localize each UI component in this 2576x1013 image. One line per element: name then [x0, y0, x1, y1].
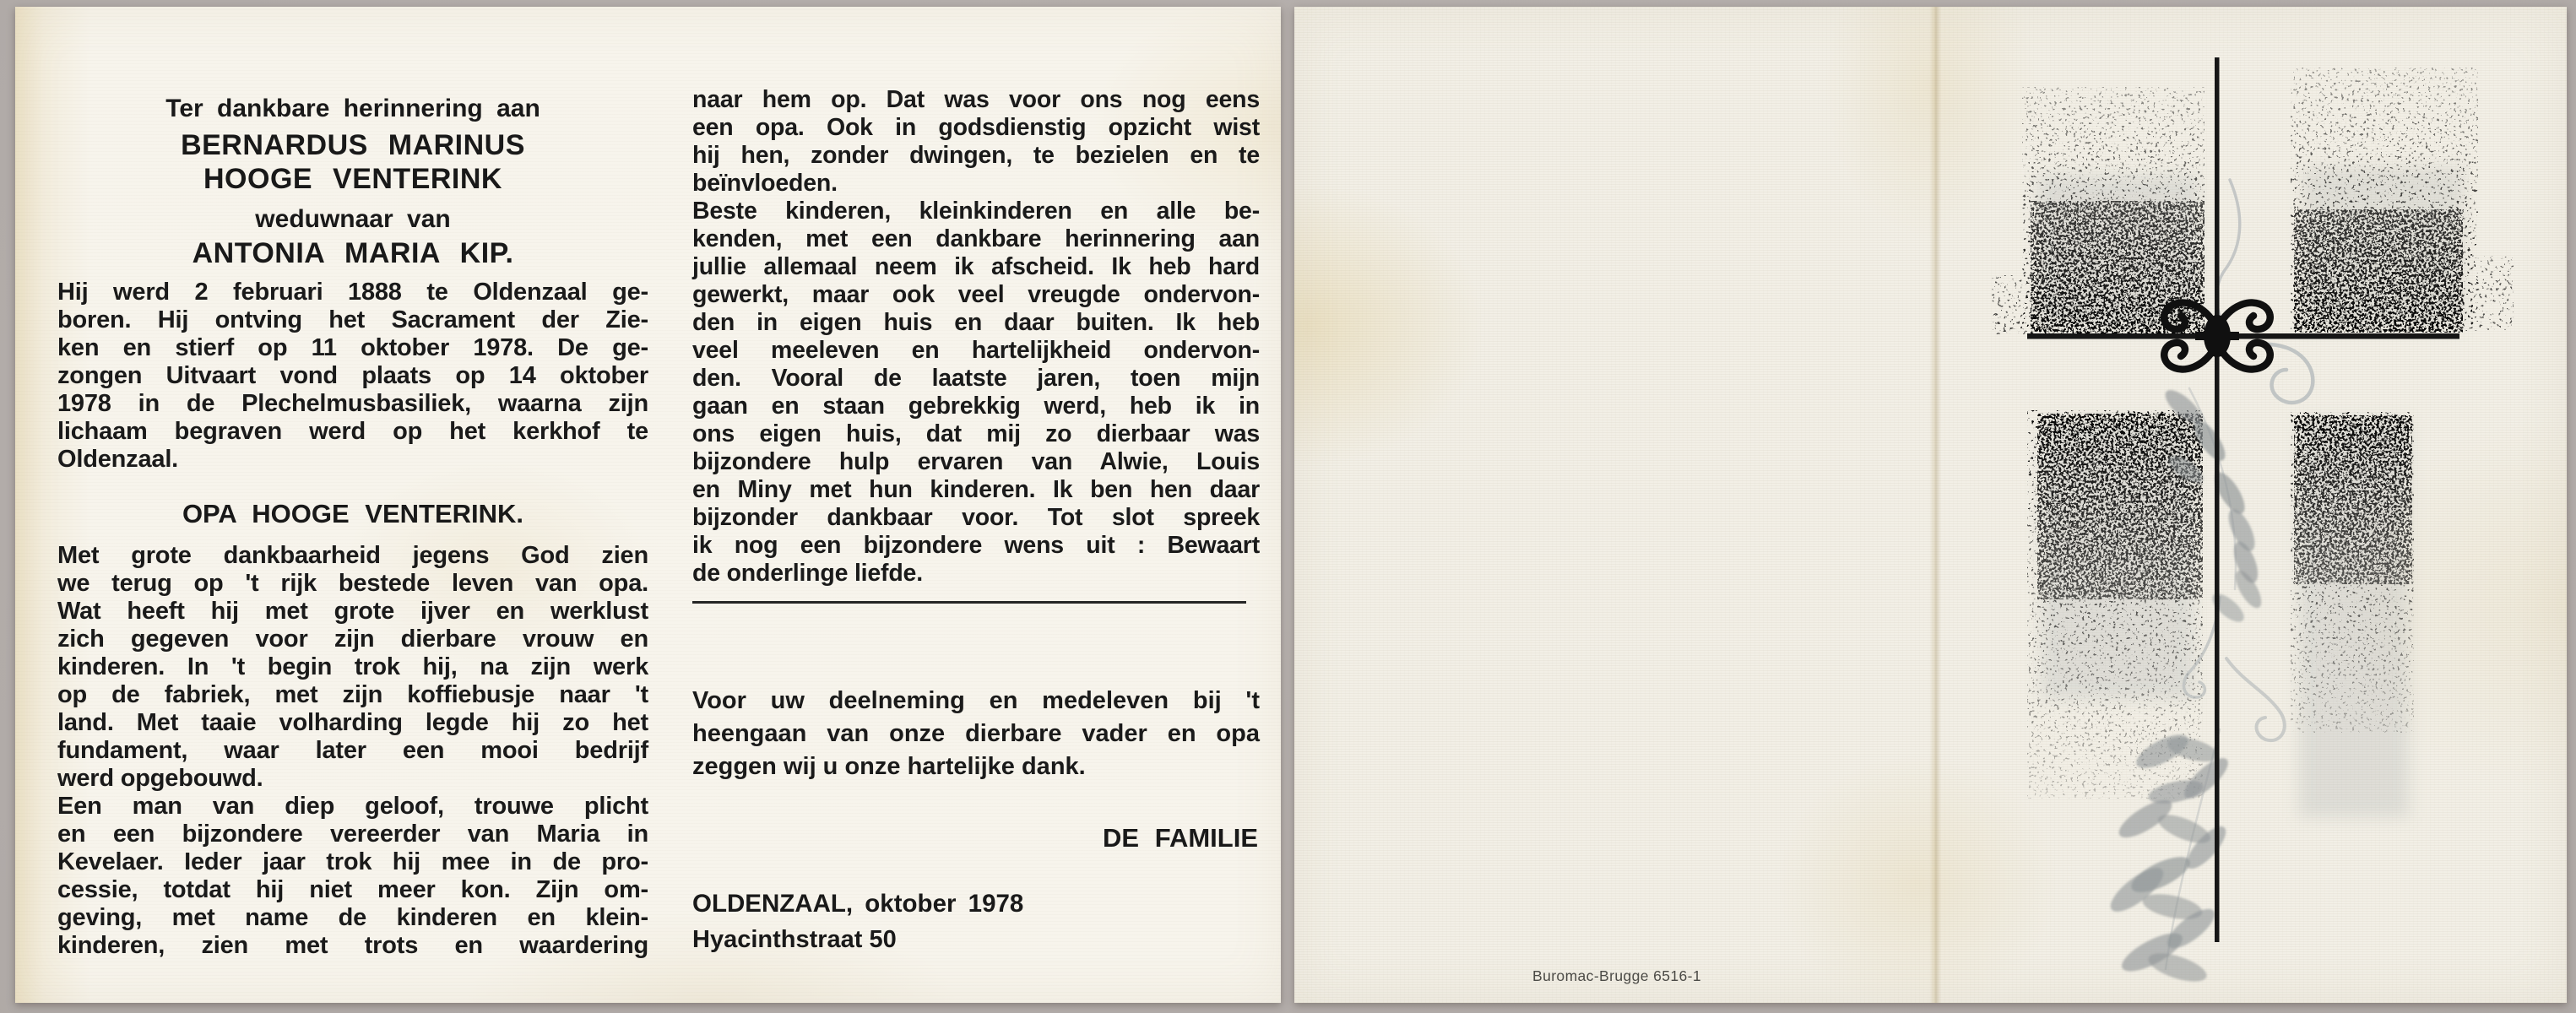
divider-rule	[692, 601, 1246, 604]
place-date-line: OLDENZAAL, oktober 1978	[692, 890, 1024, 918]
text-line: Hij werd 2 februari 1888 te Oldenzaal ge-	[57, 279, 648, 306]
text-column-left	[57, 7, 648, 960]
text-line: Een man van diep geloof, trouwe plicht	[57, 793, 648, 820]
text-line: 1978 in de Plechelmusbasiliek, waarna zijn	[57, 390, 648, 417]
text-line: jullie allemaal neem ik afscheid. Ik heb hard	[692, 253, 1260, 280]
text-line: zeggen wij u onze hartelijke dank.	[692, 753, 1086, 780]
printer-mark: Buromac-Brugge 6516-1	[1532, 967, 1702, 984]
text-line: ons eigen huis, dat mij zo dierbaar was	[692, 420, 1260, 447]
text-line: bijzondere hulp ervaren van Alwie, Louis	[692, 448, 1260, 475]
memorial-paragraph	[57, 542, 648, 960]
text-line: en een bijzondere vereerder van Maria in	[57, 821, 648, 848]
text-line: en Miny met hun kinderen. Ik ben hen daar	[692, 476, 1260, 503]
text-line: bijzonder dankbaar voor. Tot slot spreek	[692, 504, 1260, 531]
memorial-card-text-spread	[15, 7, 1281, 1003]
text-line: kinderen. In 't begin trok hij, na zijn werk	[57, 653, 648, 680]
text-line: hij hen, zonder dwingen, te bezielen en te	[692, 142, 1260, 169]
text-line: den in eigen huis en daar buiten. Ik heb	[692, 309, 1260, 336]
text-line: kenden, met een dankbare herinnering aan	[692, 225, 1260, 252]
text-line: we terug op 't rijk bestede leven van opa.	[57, 570, 648, 597]
deceased-name-line1: BERNARDUS MARINUS	[181, 129, 525, 161]
text-line: den. Vooral de laatste jaren, toen mijn	[692, 365, 1260, 392]
text-line: heengaan van onze dierbare vader en opa	[692, 720, 1260, 747]
text-line: Voor uw deelneming en medeleven bij 't	[692, 687, 1260, 714]
text-line: boren. Hij ontving het Sacrament der Zie-	[57, 306, 648, 333]
text-line: gewerkt, maar ook veel vreugde ondervon-	[692, 281, 1260, 308]
relation-line: weduwnaar van	[255, 205, 451, 233]
speckle-top-right	[2291, 68, 2514, 333]
text-line: cessie, totdat hij niet meer kon. Zijn om-	[57, 876, 648, 903]
text-line: lichaam begraven werd op het kerkhof te	[57, 418, 648, 445]
speckle-bottom-right	[2291, 412, 2414, 733]
text-line: beïnvloeden.	[692, 170, 838, 197]
farewell-paragraph	[692, 86, 1260, 588]
text-line: werd opgebouwd.	[57, 765, 263, 792]
text-line: geving, met name de kinderen en klein-	[57, 904, 648, 931]
cross-horizontal-bar	[2027, 333, 2459, 339]
deceased-name-line2: HOOGE VENTERINK	[203, 163, 502, 195]
text-line: kinderen, zien met trots en waardering	[57, 932, 648, 959]
text-line: Oldenzaal.	[57, 446, 179, 473]
thanks-paragraph	[692, 685, 1260, 783]
biography-paragraph	[57, 279, 648, 474]
text-line: ken en stierf op 11 oktober 1978. De ge-	[57, 334, 648, 361]
text-column-right	[692, 7, 1260, 956]
cross-artwork	[1294, 7, 2567, 1003]
text-line: Met grote dankbaarheid jegens God zien	[57, 542, 648, 569]
text-line: ik nog een bijzondere wens uit : Bewaart	[692, 532, 1260, 559]
text-line: veel meeleven en hartelijkheid ondervon-	[692, 337, 1260, 364]
text-line: Beste kinderen, kleinkinderen en alle be-	[692, 198, 1260, 225]
text-line: op de fabriek, met zijn koffiebusje naar 't	[57, 681, 648, 708]
text-line: de onderlinge liefde.	[692, 560, 923, 587]
memorial-card-cover	[1294, 7, 2567, 1003]
cross-vertical-bar	[2215, 57, 2220, 942]
text-line: land. Met taaie volharding legde hij zo het	[57, 709, 648, 736]
text-line: Wat heeft hij met grote ijver en werklust	[57, 598, 648, 625]
text-line: zongen Uitvaart vond plaats op 14 oktober	[57, 362, 648, 389]
intro-line: Ter dankbare herinnering aan	[165, 95, 540, 122]
text-line: zich gegeven voor zijn dierbare vrouw en	[57, 626, 648, 653]
spouse-name: ANTONIA MARIA KIP.	[192, 237, 514, 269]
text-line: Kevelaer. Ieder jaar trok hij mee in de pro-	[57, 848, 648, 875]
text-line: naar hem op. Dat was voor ons nog eens	[692, 86, 1260, 113]
memorial-heading: OPA HOOGE VENTERINK.	[182, 499, 524, 528]
address-line: Hyacinthstraat 50	[692, 926, 897, 953]
family-signature: DE FAMILIE	[1103, 823, 1258, 853]
text-line: een opa. Ook in godsdienstig opzicht wist	[692, 114, 1260, 141]
text-line: fundament, waar later een mooi bedrijf	[57, 737, 648, 764]
speckle-top-left	[1992, 87, 2205, 334]
text-line: gaan en staan gebrekkig werd, heb ik in	[692, 393, 1260, 420]
